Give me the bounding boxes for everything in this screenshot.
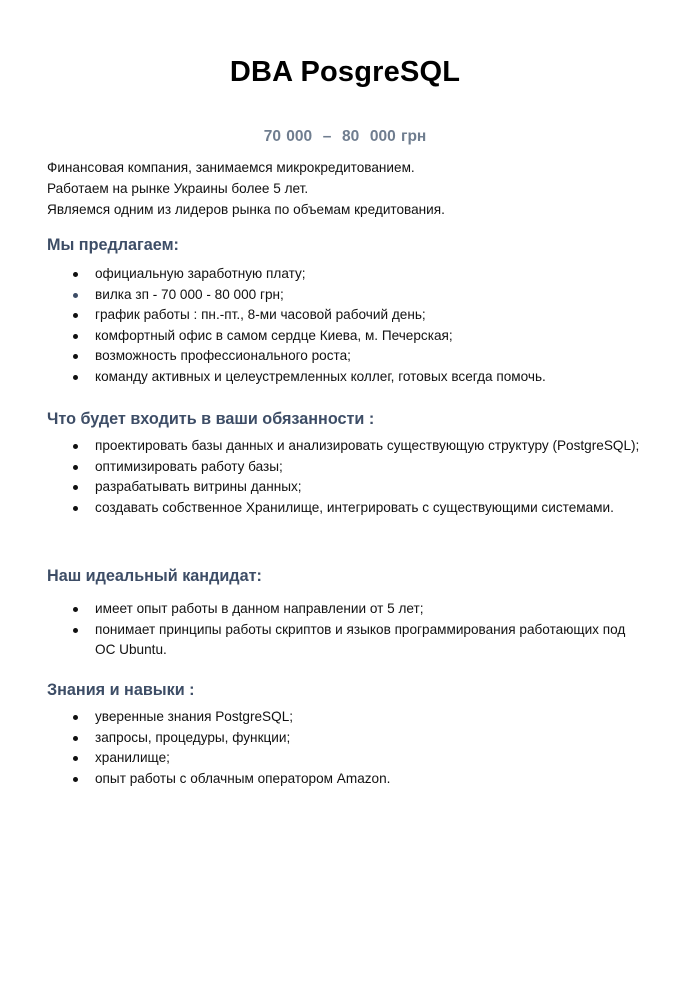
list-item	[0, 599, 673, 620]
bullet-icon	[73, 506, 78, 511]
list-item	[0, 285, 673, 306]
list-item	[0, 769, 673, 790]
list-item-text: уверенные знания PostgreSQL;	[95, 709, 294, 724]
list-item	[0, 620, 673, 661]
bullet-icon	[73, 272, 78, 277]
list-item	[0, 264, 673, 285]
bullet-icon	[73, 715, 78, 720]
section-heading-candidate: Наш идеальный кандидат:	[47, 567, 262, 585]
bullet-icon	[73, 465, 78, 470]
list-item	[0, 748, 673, 769]
offer-list	[0, 264, 673, 387]
list-item	[0, 367, 673, 388]
list-item-text: создавать собственное Хранилище, интегрировать с существующими системами.	[95, 499, 614, 515]
list-item-text: возможность профессионального роста;	[95, 348, 351, 363]
list-item	[0, 326, 673, 347]
list-item-text: вилка зп - 70 000 - 80 000 грн;	[95, 286, 284, 302]
list-item-text: разрабатывать витрины данных;	[95, 479, 302, 494]
company-intro	[47, 157, 445, 220]
list-item-text: запросы, процедуры, функции;	[95, 729, 291, 745]
list-item	[0, 305, 673, 326]
bullet-icon	[73, 293, 78, 298]
list-item-text: имеет опыт работы в данном направлении от 5 лет;	[95, 601, 424, 616]
bullet-icon	[73, 777, 78, 782]
intro-line: Работаем на рынке Украины более 5 лет.	[47, 181, 309, 196]
list-item	[0, 436, 673, 457]
list-item-text: график работы : пн.-пт., 8-ми часовой рабочий день;	[95, 307, 426, 322]
list-item	[0, 707, 673, 728]
duties-list	[0, 436, 673, 518]
list-item-text: официальную заработную плату;	[95, 266, 306, 281]
list-item	[0, 346, 673, 367]
list-item-text: оптимизировать работу базы;	[95, 458, 283, 474]
list-item-text: проектировать базы данных и анализировать существующую структуру (PostgreSQL);	[95, 438, 640, 453]
bullet-icon	[73, 313, 78, 318]
list-item	[0, 728, 673, 749]
intro-line: Финансовая компания, занимаемся микрокредитованием.	[47, 160, 415, 175]
skills-list	[0, 707, 673, 789]
section-heading-offer: Мы предлагаем:	[47, 236, 179, 254]
candidate-list	[0, 599, 673, 661]
bullet-icon	[73, 334, 78, 339]
bullet-icon	[73, 756, 78, 761]
bullet-icon	[73, 628, 78, 633]
bullet-icon	[73, 736, 78, 741]
list-item	[0, 457, 673, 478]
list-item	[0, 498, 673, 519]
bullet-icon	[73, 354, 78, 359]
list-item-text: хранилище;	[95, 750, 170, 765]
intro-line: Являемся одним из лидеров рынка по объемам кредитования.	[47, 202, 445, 217]
list-item-text: команду активных и целеустремленных коллег, готовых всегда помочь.	[95, 368, 546, 384]
list-item-text: опыт работы с облачным оператором Amazon.	[95, 770, 391, 786]
list-item-text: комфортный офис в самом сердце Киева, м. Печерская;	[95, 327, 453, 343]
bullet-icon	[73, 607, 78, 612]
section-heading-skills: Знания и навыки :	[47, 681, 195, 699]
bullet-icon	[73, 485, 78, 490]
bullet-icon	[73, 444, 78, 449]
salary-range: 70 000 – 80 000 грн	[263, 128, 427, 145]
list-item	[0, 477, 673, 498]
bullet-icon	[73, 375, 78, 380]
section-heading-duties: Что будет входить в ваши обязанности :	[47, 410, 375, 428]
document-title: DBA PosgreSQL	[229, 56, 461, 88]
list-item-text: понимает принципы работы скриптов и языков программирования работающих под ОС Ubuntu.	[95, 621, 626, 657]
